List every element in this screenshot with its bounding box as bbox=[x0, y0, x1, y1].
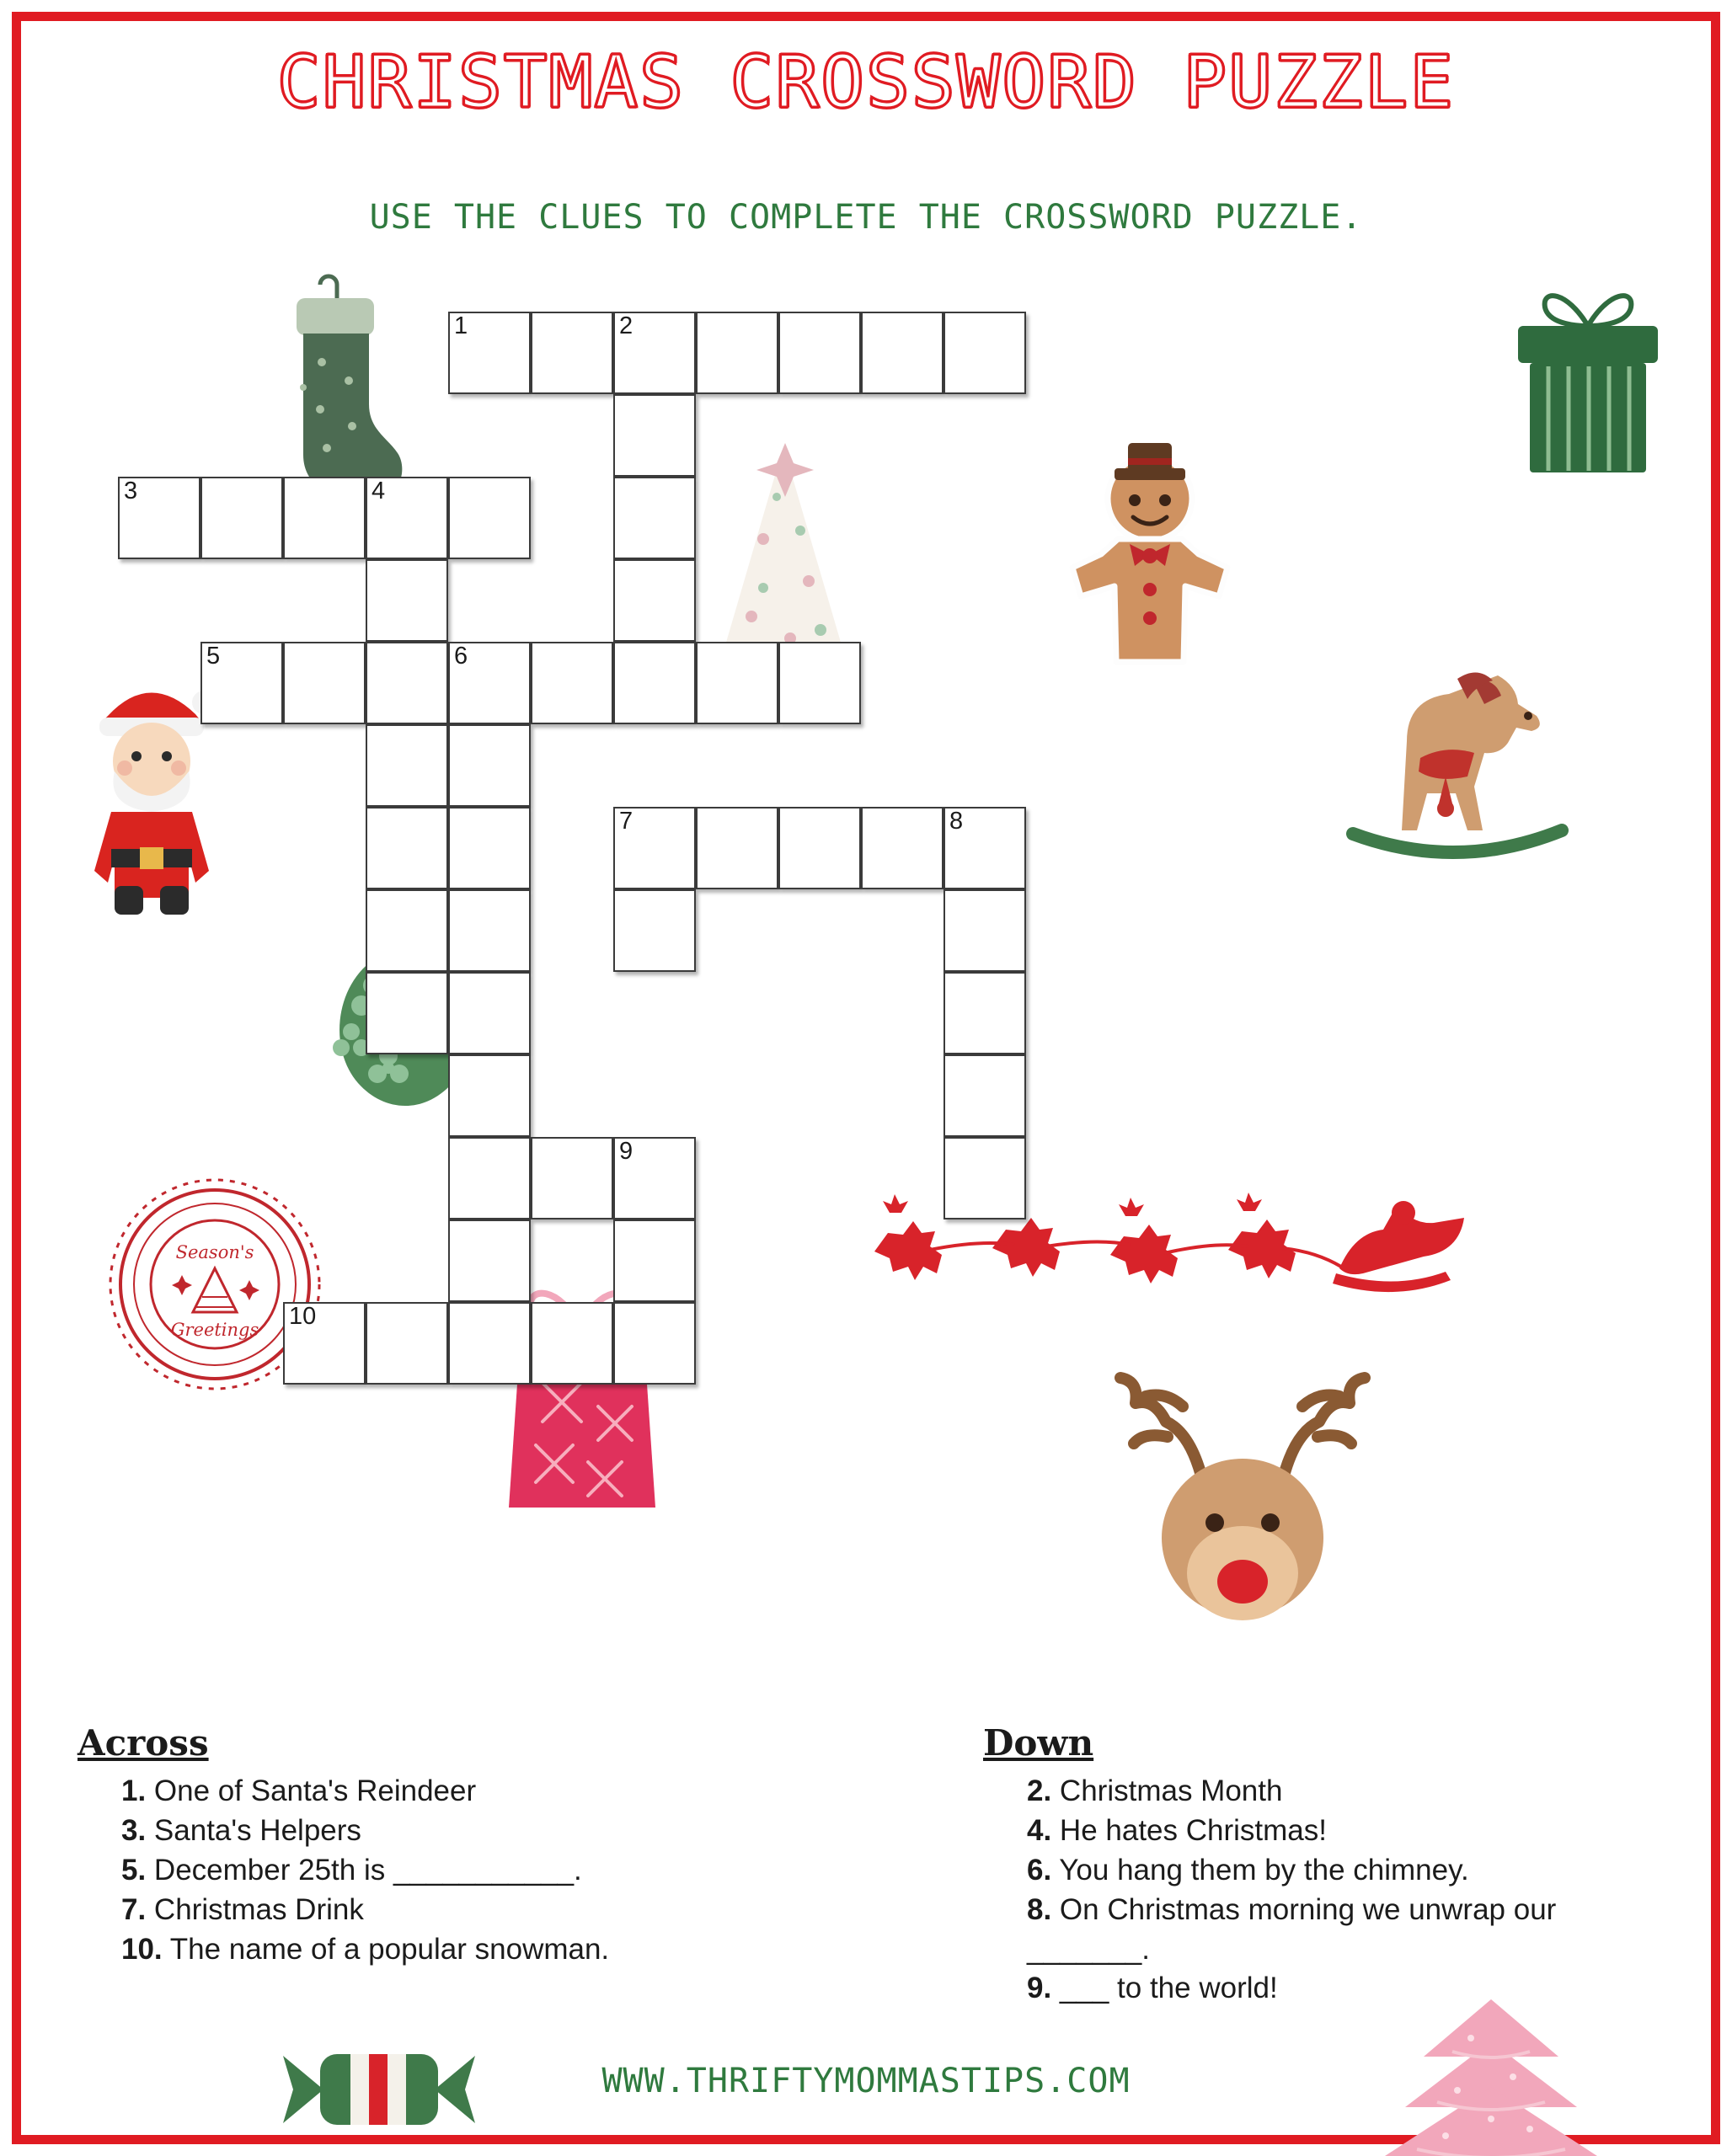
clue-number: 6. bbox=[1027, 1853, 1052, 1886]
cell-number: 4 bbox=[372, 478, 386, 504]
cell-number: 3 bbox=[124, 478, 138, 504]
crossword-cell-numbered[interactable] bbox=[366, 477, 448, 559]
crossword-cell[interactable] bbox=[861, 807, 944, 889]
cell-number: 8 bbox=[949, 808, 964, 835]
crossword-cell[interactable] bbox=[366, 807, 448, 889]
clue-number: 5. bbox=[121, 1853, 147, 1886]
clue-item bbox=[121, 1772, 764, 1812]
clue-text: Santa's Helpers bbox=[146, 1813, 361, 1847]
down-heading: Down bbox=[983, 1722, 1094, 1764]
clue-item bbox=[121, 1812, 764, 1851]
crossword-cell[interactable] bbox=[696, 642, 778, 724]
crossword-cell-numbered[interactable] bbox=[944, 807, 1026, 889]
crossword-cell[interactable] bbox=[613, 1219, 696, 1302]
crossword-cell[interactable] bbox=[531, 1137, 613, 1219]
svg-text:Greetings: Greetings bbox=[170, 1320, 259, 1340]
clue-number: 4. bbox=[1027, 1813, 1052, 1847]
crossword-cell-numbered[interactable] bbox=[448, 642, 531, 724]
crossword-cell[interactable] bbox=[613, 394, 696, 477]
crossword-cell-numbered[interactable] bbox=[200, 642, 283, 724]
clue-number: 2. bbox=[1027, 1774, 1052, 1807]
crossword-cell[interactable] bbox=[944, 972, 1026, 1054]
crossword-cell[interactable] bbox=[448, 972, 531, 1054]
crossword-cell[interactable] bbox=[366, 889, 448, 972]
crossword-cell-numbered[interactable] bbox=[283, 1302, 366, 1385]
crossword-cell[interactable] bbox=[778, 807, 861, 889]
down-clues bbox=[983, 1722, 1670, 2009]
across-clue-list bbox=[78, 1772, 764, 1969]
crossword-cell[interactable] bbox=[448, 477, 531, 559]
clue-item bbox=[1027, 1891, 1670, 1970]
footer-url: WWW.THRIFTYMOMMASTIPS.COM bbox=[601, 2062, 1131, 2100]
clue-number: 3. bbox=[121, 1813, 147, 1847]
crossword-cell[interactable] bbox=[531, 312, 613, 394]
clue-text: Christmas Drink bbox=[146, 1892, 364, 1926]
crossword-cell[interactable] bbox=[448, 1054, 531, 1137]
cell-number: 5 bbox=[206, 643, 221, 670]
crossword-cell[interactable] bbox=[283, 477, 366, 559]
clue-number: 9. bbox=[1027, 1972, 1052, 2005]
cell-number: 7 bbox=[619, 808, 633, 835]
crossword-cell[interactable] bbox=[448, 1219, 531, 1302]
page-subtitle: USE THE CLUES TO COMPLETE THE CROSSWORD PUZZLE. bbox=[369, 198, 1363, 237]
clue-item bbox=[1027, 1969, 1670, 2009]
clues-section bbox=[78, 1722, 1670, 2009]
clue-text: You hang them by the chimney. bbox=[1051, 1853, 1469, 1886]
clue-number: 10. bbox=[121, 1932, 163, 1966]
crossword-cell[interactable] bbox=[448, 724, 531, 807]
crossword-cell[interactable] bbox=[944, 1137, 1026, 1219]
page-title: CHRISTMAS CROSSWORD PUZZLE bbox=[276, 40, 1456, 125]
crossword-cell[interactable] bbox=[531, 642, 613, 724]
crossword-cell-numbered[interactable] bbox=[613, 1137, 696, 1219]
crossword-cell[interactable] bbox=[613, 642, 696, 724]
clue-item bbox=[121, 1930, 764, 1970]
crossword-cell[interactable] bbox=[613, 477, 696, 559]
across-heading: Across bbox=[78, 1722, 209, 1764]
crossword-cell[interactable] bbox=[861, 312, 944, 394]
cell-number: 1 bbox=[454, 312, 468, 339]
crossword-cell[interactable] bbox=[944, 1054, 1026, 1137]
crossword-cell[interactable] bbox=[366, 642, 448, 724]
crossword-cell[interactable] bbox=[200, 477, 283, 559]
clue-number: 1. bbox=[121, 1774, 147, 1807]
crossword-cell[interactable] bbox=[448, 889, 531, 972]
clue-item bbox=[1027, 1812, 1670, 1851]
crossword-cell[interactable] bbox=[613, 889, 696, 972]
crossword-cell[interactable] bbox=[366, 724, 448, 807]
clue-item bbox=[1027, 1772, 1670, 1812]
clue-text: December 25th is ___________. bbox=[146, 1853, 582, 1886]
crossword-cell[interactable] bbox=[448, 807, 531, 889]
clue-item bbox=[121, 1891, 764, 1930]
crossword-cell[interactable] bbox=[696, 807, 778, 889]
cell-number: 10 bbox=[289, 1303, 317, 1330]
crossword-cell[interactable] bbox=[944, 312, 1026, 394]
clue-text: He hates Christmas! bbox=[1051, 1813, 1327, 1847]
crossword-cell-numbered[interactable] bbox=[448, 312, 531, 394]
crossword-cell[interactable] bbox=[778, 312, 861, 394]
cell-number: 9 bbox=[619, 1138, 633, 1165]
clue-text: The name of a popular snowman. bbox=[162, 1932, 610, 1966]
crossword-cell[interactable] bbox=[613, 559, 696, 642]
across-clues bbox=[78, 1722, 764, 2009]
crossword-cell[interactable] bbox=[283, 642, 366, 724]
clue-number: 8. bbox=[1027, 1892, 1052, 1926]
crossword-cell[interactable] bbox=[696, 312, 778, 394]
cell-number: 2 bbox=[619, 312, 633, 339]
crossword-cell[interactable] bbox=[366, 1302, 448, 1385]
crossword-cell[interactable] bbox=[366, 559, 448, 642]
crossword-cell[interactable] bbox=[448, 1302, 531, 1385]
clue-item bbox=[1027, 1851, 1670, 1891]
clue-text: Christmas Month bbox=[1051, 1774, 1283, 1807]
crossword-cell-numbered[interactable] bbox=[118, 477, 200, 559]
crossword-cell-numbered[interactable] bbox=[613, 312, 696, 394]
clue-text: One of Santa's Reindeer bbox=[146, 1774, 477, 1807]
svg-text:Season's: Season's bbox=[175, 1242, 254, 1262]
crossword-cell[interactable] bbox=[448, 1137, 531, 1219]
down-clue-list bbox=[983, 1772, 1670, 2009]
clue-text: ___ to the world! bbox=[1051, 1972, 1278, 2005]
clue-text: On Christmas morning we unwrap our _______. bbox=[1027, 1892, 1565, 1966]
clue-item bbox=[121, 1851, 764, 1891]
crossword-cell[interactable] bbox=[366, 972, 448, 1054]
crossword-cell-numbered[interactable] bbox=[613, 807, 696, 889]
crossword-cell[interactable] bbox=[613, 1302, 696, 1385]
crossword-cell[interactable] bbox=[944, 889, 1026, 972]
crossword-cell[interactable] bbox=[778, 642, 861, 724]
clue-number: 7. bbox=[121, 1892, 147, 1926]
crossword-cell[interactable] bbox=[531, 1302, 613, 1385]
cell-number: 6 bbox=[454, 643, 468, 670]
